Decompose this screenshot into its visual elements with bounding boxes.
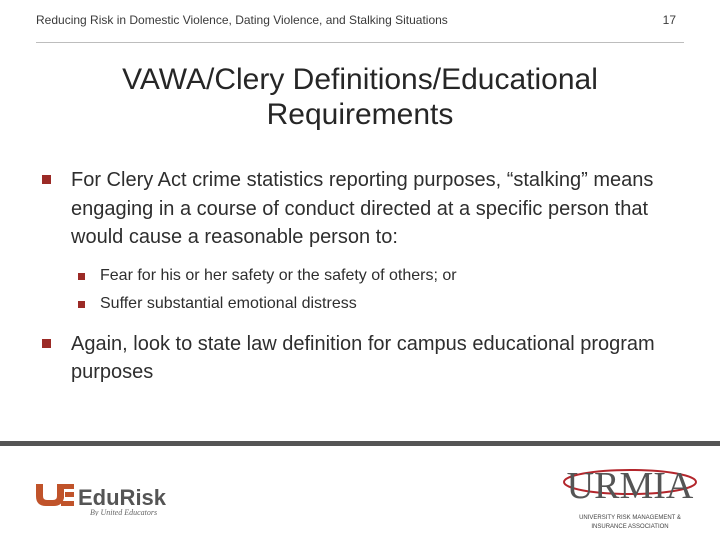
sub-bullet-text: Fear for his or her safety or the safety of others; or — [100, 266, 457, 284]
sub-bullet-item — [42, 262, 690, 290]
bullet-text: For Clery Act crime statistics reporting purposes, “stalking” means engaging in a course of conduct directed at a specific person that would cause a reasonable person to: — [71, 169, 654, 248]
edurisk-wordmark: EduRisk — [78, 485, 167, 510]
urmia-wordmark: URMIA — [566, 465, 694, 507]
slide-title: VAWA/Clery Definitions/Educational Requirements — [122, 63, 598, 131]
running-header: Reducing Risk in Domestic Violence, Dating Violence, and Stalking Situations — [36, 13, 448, 27]
slide-content — [42, 166, 690, 387]
header-divider — [36, 42, 684, 43]
square-bullet-icon — [78, 301, 85, 308]
urmia-line2: INSURANCE ASSOCIATION — [591, 524, 669, 530]
square-bullet-icon — [42, 175, 51, 184]
urmia-line1: UNIVERSITY RISK MANAGEMENT & — [579, 515, 681, 521]
bullet-text: Again, look to state law definition for campus educational program purposes — [71, 332, 655, 383]
square-bullet-icon — [42, 339, 51, 348]
sub-bullet-text: Suffer substantial emotional distress — [100, 294, 357, 312]
edurisk-tagline: By United Educators — [90, 508, 158, 516]
square-bullet-icon — [78, 273, 85, 280]
sub-bullet-list — [42, 262, 690, 318]
footer — [0, 446, 720, 540]
edurisk-logo — [34, 466, 194, 516]
sub-bullet-item — [42, 290, 690, 318]
bullet-item — [42, 166, 690, 252]
page-number: 17 — [662, 13, 676, 27]
urmia-logo — [560, 452, 700, 534]
bullet-item — [42, 330, 690, 387]
